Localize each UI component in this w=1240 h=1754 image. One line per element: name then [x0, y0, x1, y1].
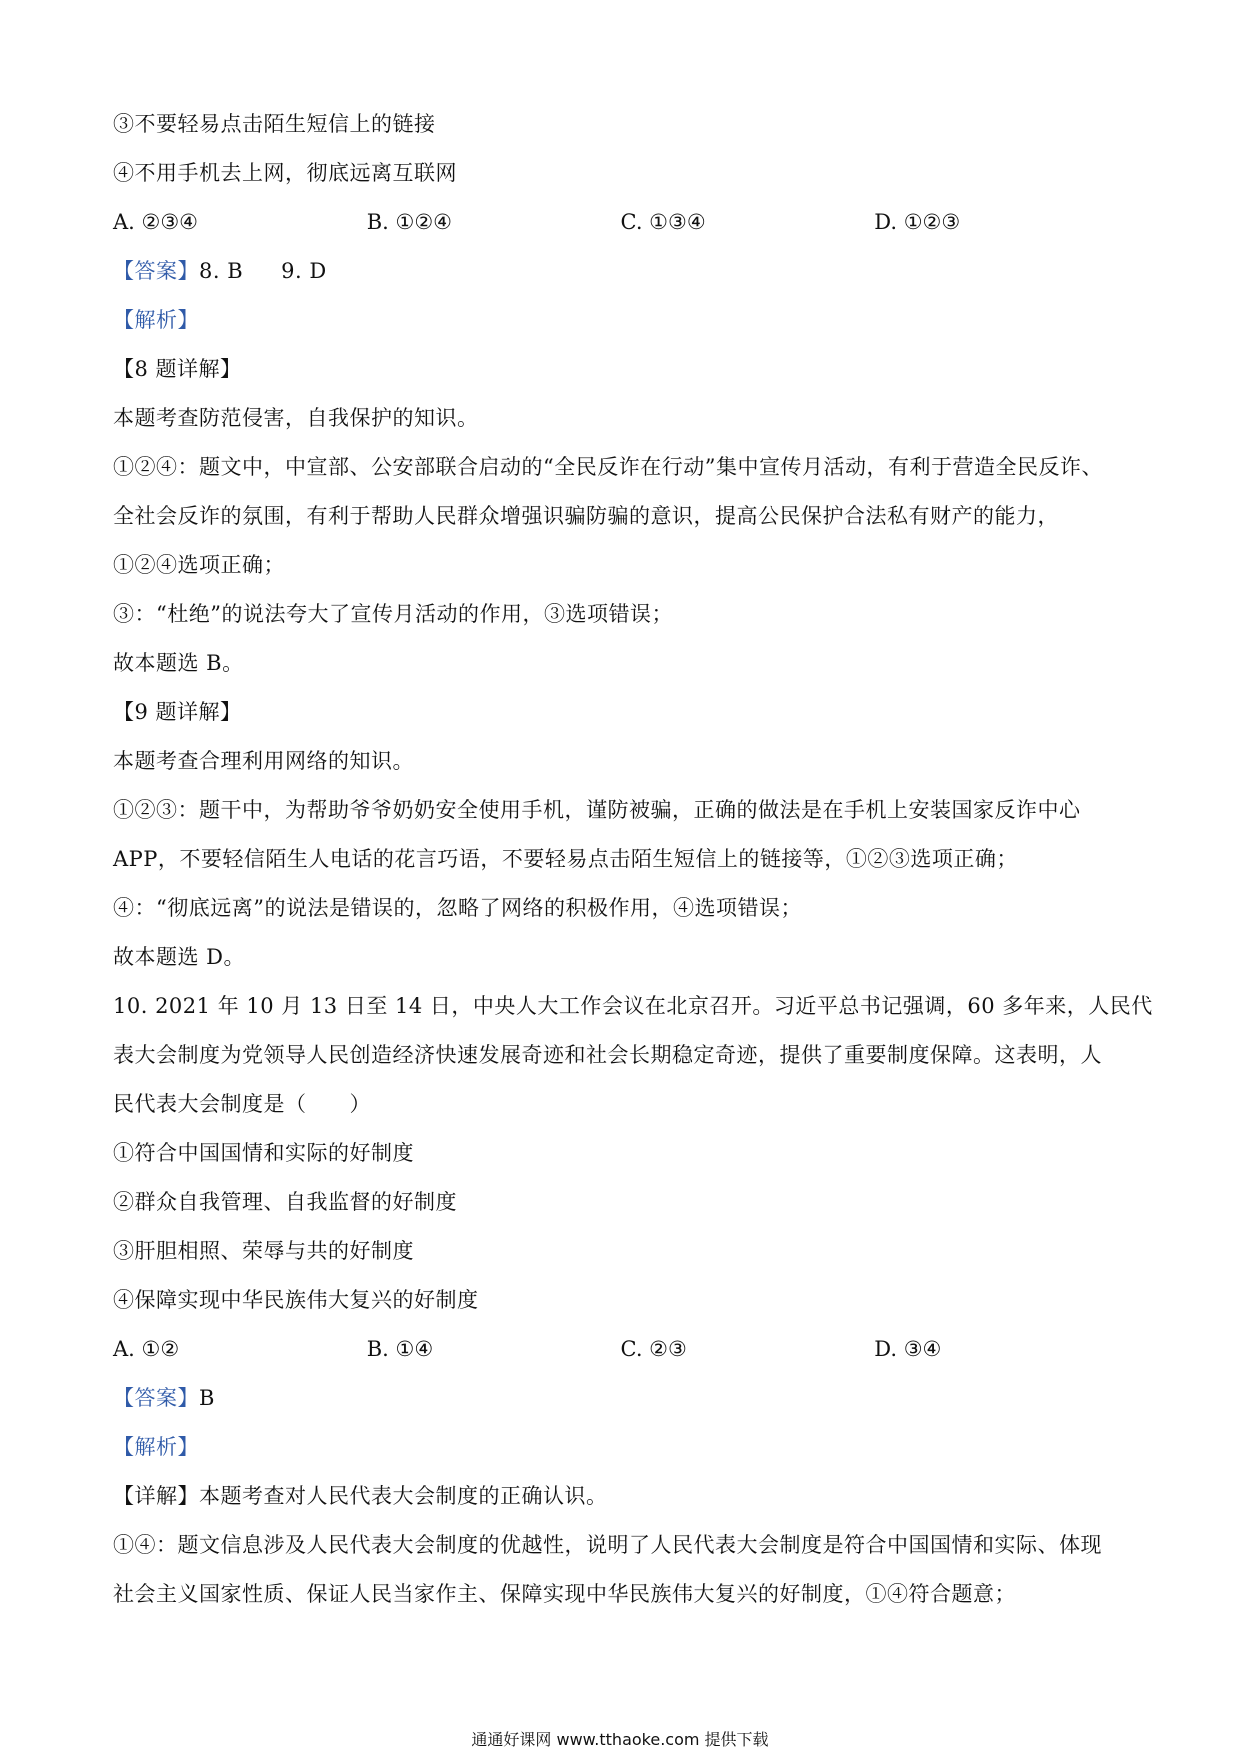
q9-option-d: D. ①②③ [874, 210, 961, 234]
q9-item-3: ③不要轻易点击陌生短信上的链接 [113, 112, 436, 136]
analysis-tag-10: 【解析】 [113, 1435, 199, 1459]
q10-option-c: C. ②③ [620, 1337, 687, 1361]
q10-option-b: B. ①④ [366, 1337, 434, 1361]
q9-option-b: B. ①②④ [366, 210, 453, 234]
q10-detail-intro-line [113, 1472, 1128, 1521]
analysis-heading-10 [113, 1423, 1128, 1472]
q10-option-d: D. ③④ [874, 1337, 942, 1361]
q10-item-3: ③肝胆相照、荣辱与共的好制度 [113, 1239, 414, 1263]
q9-detail-intro: 本题考查合理利用网络的知识。 [113, 749, 414, 773]
q10-item-4: ④保障实现中华民族伟大复兴的好制度 [113, 1288, 479, 1312]
q9-detail-heading: 【9 题详解】 [113, 700, 242, 724]
q9-options [113, 198, 1128, 247]
answer-10-value: B [199, 1386, 215, 1410]
q9-detail-p2: ④：“彻底远离”的说法是错误的，忽略了网络的积极作用，④选项错误； [113, 896, 802, 920]
q10-detail-p1-line1: ①④：题文信息涉及人民代表大会制度的优越性，说明了人民代表大会制度是符合中国国情和实际、体现 [113, 1533, 1102, 1557]
q8-detail-p1-line1: ①②④：题文中，中宣部、公安部联合启动的“全民反诈在行动”集中宣传月活动，有利于营造全民反诈、 [113, 455, 1103, 479]
q8-detail-intro: 本题考查防范侵害，自我保护的知识。 [113, 406, 479, 430]
q8-detail-p2: ③：“杜绝”的说法夸大了宣传月活动的作用，③选项错误； [113, 602, 673, 626]
q9-item-4: ④不用手机去上网，彻底远离互联网 [113, 161, 457, 185]
q10-stem-line1: 10. 2021 年 10 月 13 日至 14 日，中央人大工作会议在北京召开。习近平总书记强调，60 多年来，人民代 [113, 994, 1153, 1018]
q9-detail-conclusion: 故本题选 D。 [113, 945, 246, 969]
analysis-heading [113, 296, 1128, 345]
answer-10-tag: 【答案】 [113, 1386, 199, 1410]
q8-detail-heading: 【8 题详解】 [113, 357, 242, 381]
document-body [113, 100, 1153, 1619]
analysis-tag: 【解析】 [113, 308, 199, 332]
q8-detail-conclusion: 故本题选 B。 [113, 651, 244, 675]
q10-detail-intro: 本题考查对人民代表大会制度的正确认识。 [199, 1484, 608, 1508]
q9-option-c: C. ①③④ [620, 210, 706, 234]
q10-option-a: A. ①② [113, 1337, 180, 1361]
q10-detail-tag: 【详解】 [113, 1484, 199, 1508]
answer-8-9 [113, 247, 1128, 296]
q10-options [113, 1325, 1128, 1374]
q8-detail-p1-line2: 全社会反诈的氛围，有利于帮助人民群众增强识骗防骗的意识，提高公民保护合法私有财产的能力， [113, 504, 1059, 528]
q10-stem-line3: 民代表大会制度是（ ） [113, 1092, 371, 1116]
answer-tag: 【答案】 [113, 259, 199, 283]
page-footer: 通通好课网 www.tthaoke.com 提供下载 [471, 1730, 769, 1749]
q8-detail-p1-line3: ①②④选项正确； [113, 553, 285, 577]
answer-8: 8. B [199, 259, 244, 283]
answer-10 [113, 1374, 1128, 1423]
q10-item-2: ②群众自我管理、自我监督的好制度 [113, 1190, 457, 1214]
q9-detail-p1-line2: APP，不要轻信陌生人电话的花言巧语，不要轻易点击陌生短信上的链接等，①②③选项正确； [113, 847, 1018, 871]
q9-detail-p1-line1: ①②③：题干中，为帮助爷爷奶奶安全使用手机，谨防被骗，正确的做法是在手机上安装国家反诈中心 [113, 798, 1081, 822]
q10-detail-p1-line2: 社会主义国家性质、保证人民当家作主、保障实现中华民族伟大复兴的好制度，①④符合题意； [113, 1582, 1016, 1606]
q9-option-a: A. ②③④ [113, 210, 198, 234]
answer-9: 9. D [281, 259, 327, 283]
q10-item-1: ①符合中国国情和实际的好制度 [113, 1141, 414, 1165]
q10-stem-line2: 表大会制度为党领导人民创造经济快速发展奇迹和社会长期稳定奇迹，提供了重要制度保障。这表明，人 [113, 1043, 1102, 1067]
